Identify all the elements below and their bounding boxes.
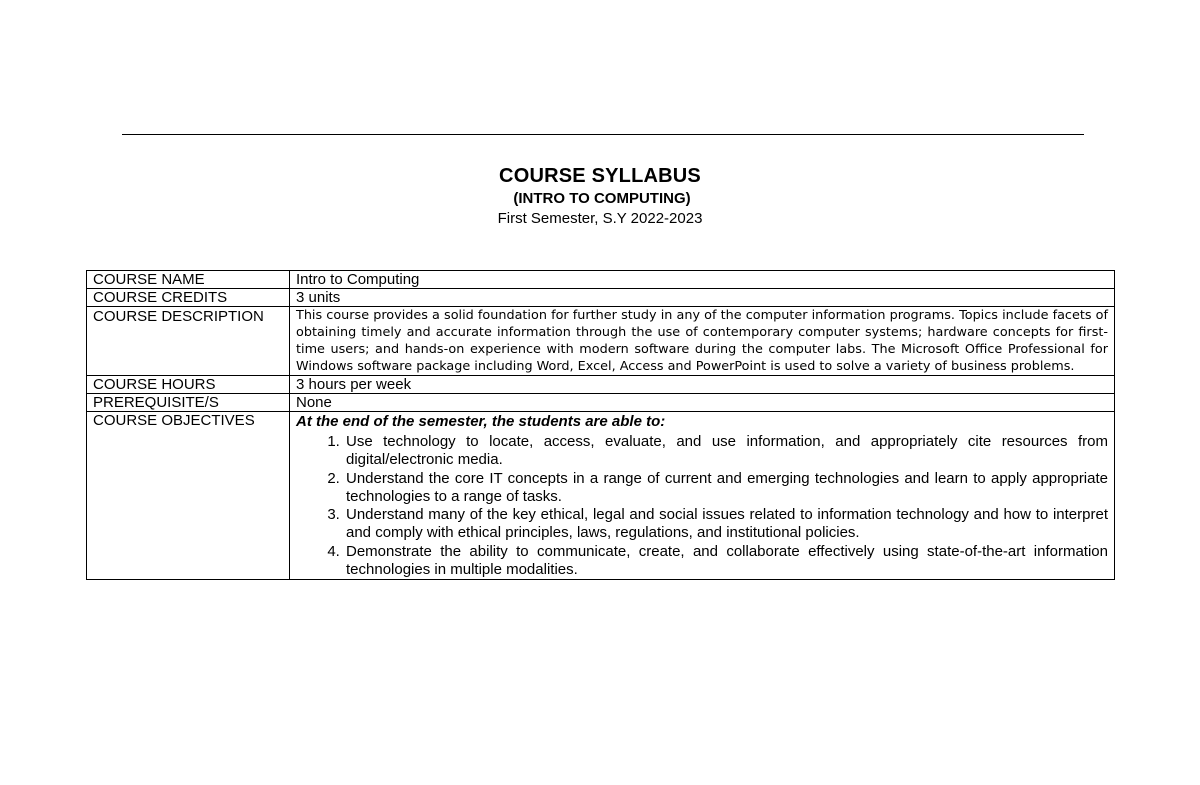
course-credits-label: COURSE CREDITS — [87, 289, 290, 307]
semester-line: First Semester, S.Y 2022-2023 — [497, 210, 703, 227]
syllabus-table — [86, 270, 1115, 580]
objectives-intro: At the end of the semester, the students are able to: — [296, 413, 666, 430]
header-rule — [122, 134, 1084, 135]
course-credits-value: 3 units — [290, 289, 1115, 307]
course-name-value: Intro to Computing — [290, 271, 1115, 289]
table-row-course-name — [87, 271, 1115, 289]
table-row-prerequisites — [87, 394, 1115, 412]
document-header — [0, 163, 1200, 229]
course-hours-label: COURSE HOURS — [87, 376, 290, 394]
objective-item-4: 4. Demonstrate the ability to communicate, create, and collaborate effectively using state-of-the-art information technologies in multiple modalities. — [344, 543, 1108, 580]
table-row-course-credits — [87, 289, 1115, 307]
document-subtitle: (INTRO TO COMPUTING) — [513, 190, 691, 207]
table-row-course-objectives — [87, 412, 1115, 580]
course-objectives-label: COURSE OBJECTIVES — [87, 412, 290, 580]
table-row-course-description — [87, 307, 1115, 376]
objectives-list — [296, 433, 1108, 579]
course-objectives-value — [290, 412, 1115, 580]
course-hours-value: 3 hours per week — [290, 376, 1115, 394]
objective-item-2: 2. Understand the core IT concepts in a range of current and emerging technologies and learn to apply appropriate technologies to a range of tasks. — [344, 470, 1108, 507]
objective-item-3: 3. Understand many of the key ethical, legal and social issues related to information technology and how to interpret and comply with ethical principles, laws, regulations, and institutional policies. — [344, 506, 1108, 543]
document-title: COURSE SYLLABUS — [499, 165, 701, 187]
table-row-course-hours — [87, 376, 1115, 394]
course-name-label: COURSE NAME — [87, 271, 290, 289]
course-description-label: COURSE DESCRIPTION — [87, 307, 290, 376]
prerequisites-value: None — [290, 394, 1115, 412]
objective-item-1: 1. Use technology to locate, access, evaluate, and use information, and appropriately cite resources from digital/electronic media. — [344, 433, 1108, 470]
course-description-value: This course provides a solid foundation for further study in any of the computer information programs. Topics include facets of obtaining timely and accurate information through the use of contemporary computer systems; hardware concepts for first-time users; and hands-on experience with modern software during the computer labs. The Microsoft Office Professional for Windows software package including Word, Excel, Access and PowerPoint is used to solve a variety of business problems. — [290, 307, 1115, 376]
prerequisites-label: PREREQUISITE/S — [87, 394, 290, 412]
